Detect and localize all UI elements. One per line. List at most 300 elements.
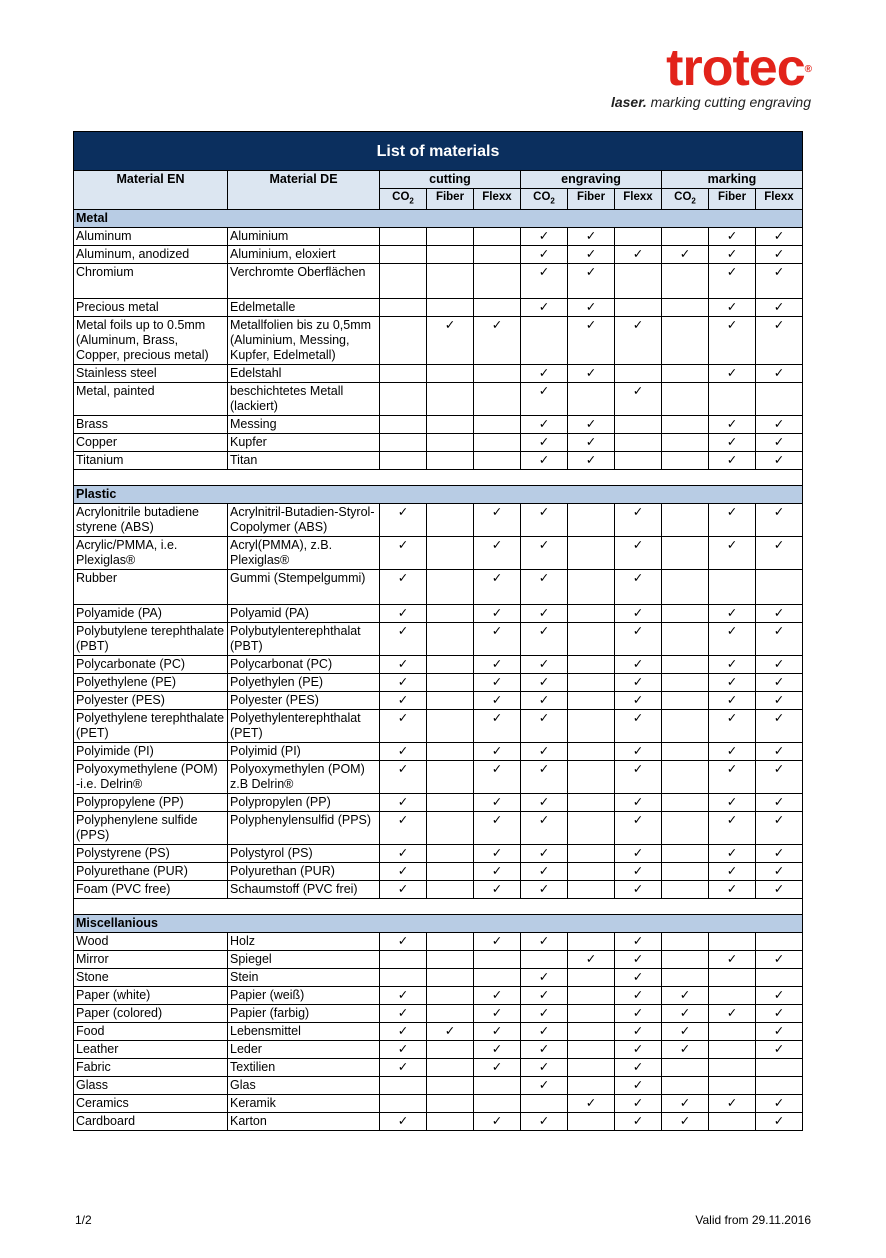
- check-mark-icon: ✓: [615, 1041, 662, 1059]
- empty-cell: [427, 1005, 474, 1023]
- section-spacer: [74, 899, 803, 915]
- check-mark-icon: ✓: [521, 692, 568, 710]
- check-mark-icon: ✓: [568, 365, 615, 383]
- material-en: Precious metal: [74, 299, 228, 317]
- check-mark-icon: ✓: [615, 537, 662, 570]
- table-row: [74, 570, 803, 605]
- logo-word: trotec®: [666, 39, 811, 97]
- material-de: Messing: [228, 416, 380, 434]
- empty-cell: [615, 264, 662, 299]
- logo-tagline: laser. marking cutting engraving: [610, 94, 811, 110]
- material-en: Polycarbonate (PC): [74, 656, 228, 674]
- check-mark-icon: ✓: [709, 365, 756, 383]
- check-mark-icon: ✓: [615, 605, 662, 623]
- group-header-marking: marking: [662, 171, 803, 189]
- empty-cell: [474, 951, 521, 969]
- check-mark-icon: ✓: [615, 987, 662, 1005]
- empty-cell: [568, 710, 615, 743]
- empty-cell: [521, 951, 568, 969]
- check-mark-icon: ✓: [756, 710, 803, 743]
- check-mark-icon: ✓: [380, 933, 427, 951]
- check-mark-icon: ✓: [709, 537, 756, 570]
- table-row: [74, 416, 803, 434]
- material-de: Polybutylenterephthalat (PBT): [228, 623, 380, 656]
- check-mark-icon: ✓: [709, 1005, 756, 1023]
- material-en: Stainless steel: [74, 365, 228, 383]
- empty-cell: [662, 656, 709, 674]
- check-mark-icon: ✓: [474, 761, 521, 794]
- group-header-engraving: engraving: [521, 171, 662, 189]
- check-mark-icon: ✓: [380, 710, 427, 743]
- check-mark-icon: ✓: [662, 1023, 709, 1041]
- empty-cell: [568, 1077, 615, 1095]
- empty-cell: [568, 1113, 615, 1131]
- check-mark-icon: ✓: [709, 434, 756, 452]
- table-row: [74, 383, 803, 416]
- check-mark-icon: ✓: [474, 317, 521, 365]
- check-mark-icon: ✓: [615, 246, 662, 264]
- check-mark-icon: ✓: [756, 317, 803, 365]
- material-en: Polystyrene (PS): [74, 845, 228, 863]
- empty-cell: [615, 365, 662, 383]
- check-mark-icon: ✓: [521, 761, 568, 794]
- table-title: List of materials: [74, 132, 803, 171]
- empty-cell: [568, 1023, 615, 1041]
- material-en: Food: [74, 1023, 228, 1041]
- table-row: [74, 743, 803, 761]
- check-mark-icon: ✓: [380, 881, 427, 899]
- empty-cell: [568, 674, 615, 692]
- check-mark-icon: ✓: [521, 228, 568, 246]
- empty-cell: [380, 416, 427, 434]
- material-de: Polyoxymethylen (POM) z.B Delrin®: [228, 761, 380, 794]
- empty-cell: [474, 299, 521, 317]
- check-mark-icon: ✓: [615, 1095, 662, 1113]
- check-mark-icon: ✓: [756, 623, 803, 656]
- check-mark-icon: ✓: [568, 951, 615, 969]
- check-mark-icon: ✓: [474, 692, 521, 710]
- table-row: [74, 863, 803, 881]
- check-mark-icon: ✓: [568, 1095, 615, 1113]
- table-row: [74, 1095, 803, 1113]
- material-en: Stone: [74, 969, 228, 987]
- empty-cell: [427, 246, 474, 264]
- material-de: Papier (farbig): [228, 1005, 380, 1023]
- table-row: [74, 623, 803, 656]
- empty-cell: [474, 452, 521, 470]
- valid-date: Valid from 29.11.2016: [695, 1213, 811, 1227]
- check-mark-icon: ✓: [521, 416, 568, 434]
- check-mark-icon: ✓: [756, 743, 803, 761]
- check-mark-icon: ✓: [615, 317, 662, 365]
- check-mark-icon: ✓: [474, 674, 521, 692]
- empty-cell: [568, 969, 615, 987]
- check-mark-icon: ✓: [615, 881, 662, 899]
- check-mark-icon: ✓: [709, 743, 756, 761]
- empty-cell: [662, 299, 709, 317]
- table-row: [74, 537, 803, 570]
- empty-cell: [709, 969, 756, 987]
- empty-cell: [380, 1077, 427, 1095]
- material-en: Polybutylene terephthalate (PBT): [74, 623, 228, 656]
- col-header-material-en: Material EN: [74, 171, 228, 210]
- table-row: [74, 605, 803, 623]
- empty-cell: [568, 605, 615, 623]
- material-de: Verchromte Oberflächen: [228, 264, 380, 299]
- empty-cell: [615, 434, 662, 452]
- check-mark-icon: ✓: [709, 710, 756, 743]
- check-mark-icon: ✓: [709, 881, 756, 899]
- material-de: Holz: [228, 933, 380, 951]
- check-mark-icon: ✓: [427, 1023, 474, 1041]
- section-header: [74, 486, 803, 504]
- empty-cell: [709, 1023, 756, 1041]
- empty-cell: [380, 365, 427, 383]
- check-mark-icon: ✓: [380, 794, 427, 812]
- check-mark-icon: ✓: [615, 710, 662, 743]
- check-mark-icon: ✓: [521, 969, 568, 987]
- empty-cell: [427, 1059, 474, 1077]
- section-spacer: [74, 470, 803, 486]
- check-mark-icon: ✓: [615, 1077, 662, 1095]
- table-row: [74, 969, 803, 987]
- empty-cell: [568, 504, 615, 537]
- check-mark-icon: ✓: [615, 1059, 662, 1077]
- empty-cell: [709, 933, 756, 951]
- empty-cell: [662, 969, 709, 987]
- empty-cell: [568, 623, 615, 656]
- table-row: [74, 845, 803, 863]
- check-mark-icon: ✓: [474, 743, 521, 761]
- empty-cell: [662, 504, 709, 537]
- sub-header-fiber: Fiber: [427, 189, 474, 210]
- check-mark-icon: ✓: [709, 761, 756, 794]
- material-en: Acrylic/PMMA, i.e. Plexiglas®: [74, 537, 228, 570]
- empty-cell: [615, 299, 662, 317]
- check-mark-icon: ✓: [756, 951, 803, 969]
- check-mark-icon: ✓: [521, 299, 568, 317]
- check-mark-icon: ✓: [568, 299, 615, 317]
- check-mark-icon: ✓: [474, 987, 521, 1005]
- table-row: [74, 1023, 803, 1041]
- check-mark-icon: ✓: [756, 656, 803, 674]
- table-row: [74, 504, 803, 537]
- check-mark-icon: ✓: [756, 1113, 803, 1131]
- check-mark-icon: ✓: [568, 317, 615, 365]
- check-mark-icon: ✓: [521, 264, 568, 299]
- table-row: [74, 365, 803, 383]
- check-mark-icon: ✓: [615, 504, 662, 537]
- check-mark-icon: ✓: [709, 863, 756, 881]
- empty-cell: [662, 570, 709, 605]
- section-header: [74, 210, 803, 228]
- sub-header-fiber: Fiber: [568, 189, 615, 210]
- material-en: Rubber: [74, 570, 228, 605]
- check-mark-icon: ✓: [709, 845, 756, 863]
- table-row: [74, 951, 803, 969]
- check-mark-icon: ✓: [474, 537, 521, 570]
- empty-cell: [568, 1005, 615, 1023]
- check-mark-icon: ✓: [521, 656, 568, 674]
- empty-cell: [427, 537, 474, 570]
- check-mark-icon: ✓: [380, 845, 427, 863]
- empty-cell: [662, 812, 709, 845]
- empty-cell: [427, 845, 474, 863]
- section-title: Miscellanious: [74, 915, 803, 933]
- check-mark-icon: ✓: [568, 416, 615, 434]
- empty-cell: [568, 812, 615, 845]
- check-mark-icon: ✓: [380, 987, 427, 1005]
- empty-cell: [615, 452, 662, 470]
- material-en: Polyamide (PA): [74, 605, 228, 623]
- material-de: Glas: [228, 1077, 380, 1095]
- check-mark-icon: ✓: [756, 504, 803, 537]
- check-mark-icon: ✓: [709, 812, 756, 845]
- check-mark-icon: ✓: [568, 434, 615, 452]
- check-mark-icon: ✓: [521, 1023, 568, 1041]
- check-mark-icon: ✓: [615, 863, 662, 881]
- check-mark-icon: ✓: [615, 656, 662, 674]
- material-de: Titan: [228, 452, 380, 470]
- empty-cell: [474, 1077, 521, 1095]
- material-en: Wood: [74, 933, 228, 951]
- empty-cell: [427, 1113, 474, 1131]
- check-mark-icon: ✓: [380, 1059, 427, 1077]
- table-row: [74, 264, 803, 299]
- check-mark-icon: ✓: [709, 504, 756, 537]
- table-row: [74, 1041, 803, 1059]
- empty-cell: [427, 674, 474, 692]
- material-de: Gummi (Stempelgummi): [228, 570, 380, 605]
- check-mark-icon: ✓: [709, 951, 756, 969]
- empty-cell: [662, 674, 709, 692]
- check-mark-icon: ✓: [756, 264, 803, 299]
- check-mark-icon: ✓: [474, 933, 521, 951]
- check-mark-icon: ✓: [568, 228, 615, 246]
- empty-cell: [756, 570, 803, 605]
- empty-cell: [709, 1113, 756, 1131]
- empty-cell: [427, 794, 474, 812]
- material-en: Polyurethane (PUR): [74, 863, 228, 881]
- check-mark-icon: ✓: [521, 743, 568, 761]
- material-en: Polyester (PES): [74, 692, 228, 710]
- table-row: [74, 674, 803, 692]
- material-en: Ceramics: [74, 1095, 228, 1113]
- empty-cell: [662, 264, 709, 299]
- table-row: [74, 933, 803, 951]
- check-mark-icon: ✓: [521, 1005, 568, 1023]
- check-mark-icon: ✓: [521, 1077, 568, 1095]
- check-mark-icon: ✓: [615, 969, 662, 987]
- check-mark-icon: ✓: [615, 383, 662, 416]
- table-row: [74, 246, 803, 264]
- empty-cell: [474, 365, 521, 383]
- empty-cell: [427, 743, 474, 761]
- check-mark-icon: ✓: [380, 656, 427, 674]
- empty-cell: [380, 951, 427, 969]
- material-de: Kupfer: [228, 434, 380, 452]
- check-mark-icon: ✓: [615, 1023, 662, 1041]
- check-mark-icon: ✓: [756, 1023, 803, 1041]
- empty-cell: [427, 365, 474, 383]
- empty-cell: [662, 383, 709, 416]
- check-mark-icon: ✓: [380, 1023, 427, 1041]
- material-de: Polyester (PES): [228, 692, 380, 710]
- check-mark-icon: ✓: [474, 1005, 521, 1023]
- material-de: Aluminium: [228, 228, 380, 246]
- check-mark-icon: ✓: [568, 264, 615, 299]
- empty-cell: [521, 1095, 568, 1113]
- empty-cell: [380, 264, 427, 299]
- empty-cell: [756, 1077, 803, 1095]
- empty-cell: [427, 656, 474, 674]
- empty-cell: [380, 228, 427, 246]
- check-mark-icon: ✓: [756, 987, 803, 1005]
- material-de: Metallfolien bis zu 0,5mm (Aluminium, Messing, Kupfer, Edelmetall): [228, 317, 380, 365]
- check-mark-icon: ✓: [662, 1095, 709, 1113]
- empty-cell: [427, 452, 474, 470]
- table-row: [74, 987, 803, 1005]
- empty-cell: [568, 881, 615, 899]
- check-mark-icon: ✓: [380, 674, 427, 692]
- material-de: Schaumstoff (PVC frei): [228, 881, 380, 899]
- material-en: Polyethylene terephthalate (PET): [74, 710, 228, 743]
- material-en: Paper (colored): [74, 1005, 228, 1023]
- material-de: Polypropylen (PP): [228, 794, 380, 812]
- empty-cell: [427, 383, 474, 416]
- check-mark-icon: ✓: [756, 1095, 803, 1113]
- empty-cell: [756, 1059, 803, 1077]
- table-row: [74, 692, 803, 710]
- sub-header-fiber: Fiber: [709, 189, 756, 210]
- check-mark-icon: ✓: [474, 570, 521, 605]
- empty-cell: [427, 264, 474, 299]
- table-row: [74, 1005, 803, 1023]
- empty-cell: [709, 383, 756, 416]
- materials-table: [73, 131, 803, 1131]
- sub-header-flexx: Flexx: [615, 189, 662, 210]
- material-de: Keramik: [228, 1095, 380, 1113]
- sub-header-co2: $CO_2$: [662, 189, 709, 210]
- check-mark-icon: ✓: [756, 299, 803, 317]
- page-number: 1/2: [75, 1213, 92, 1227]
- check-mark-icon: ✓: [521, 623, 568, 656]
- check-mark-icon: ✓: [756, 228, 803, 246]
- section-title: Metal: [74, 210, 803, 228]
- empty-cell: [427, 933, 474, 951]
- material-en: Polyethylene (PE): [74, 674, 228, 692]
- sub-header-co2: $CO_2$: [380, 189, 427, 210]
- check-mark-icon: ✓: [756, 692, 803, 710]
- material-de: Polycarbonat (PC): [228, 656, 380, 674]
- empty-cell: [427, 951, 474, 969]
- empty-cell: [427, 881, 474, 899]
- check-mark-icon: ✓: [380, 692, 427, 710]
- check-mark-icon: ✓: [709, 605, 756, 623]
- check-mark-icon: ✓: [380, 1113, 427, 1131]
- check-mark-icon: ✓: [615, 674, 662, 692]
- check-mark-icon: ✓: [756, 605, 803, 623]
- check-mark-icon: ✓: [709, 656, 756, 674]
- check-mark-icon: ✓: [756, 1005, 803, 1023]
- check-mark-icon: ✓: [521, 246, 568, 264]
- empty-cell: [427, 299, 474, 317]
- material-en: Polyoxymethylene (POM) -i.e. Delrin®: [74, 761, 228, 794]
- sub-header-co2: $CO_2$: [521, 189, 568, 210]
- empty-cell: [568, 537, 615, 570]
- check-mark-icon: ✓: [474, 504, 521, 537]
- check-mark-icon: ✓: [709, 246, 756, 264]
- check-mark-icon: ✓: [427, 317, 474, 365]
- check-mark-icon: ✓: [756, 365, 803, 383]
- table-row: [74, 1113, 803, 1131]
- empty-cell: [709, 1077, 756, 1095]
- check-mark-icon: ✓: [521, 1041, 568, 1059]
- table-row: [74, 761, 803, 794]
- check-mark-icon: ✓: [380, 1005, 427, 1023]
- empty-cell: [756, 933, 803, 951]
- table-row: [74, 299, 803, 317]
- empty-cell: [568, 570, 615, 605]
- check-mark-icon: ✓: [756, 434, 803, 452]
- check-mark-icon: ✓: [521, 504, 568, 537]
- empty-cell: [474, 969, 521, 987]
- sub-header-flexx: Flexx: [474, 189, 521, 210]
- empty-cell: [427, 812, 474, 845]
- empty-cell: [568, 987, 615, 1005]
- check-mark-icon: ✓: [662, 1005, 709, 1023]
- check-mark-icon: ✓: [756, 761, 803, 794]
- check-mark-icon: ✓: [380, 761, 427, 794]
- check-mark-icon: ✓: [521, 365, 568, 383]
- material-de: Acryl(PMMA), z.B. Plexiglas®: [228, 537, 380, 570]
- empty-cell: [756, 969, 803, 987]
- empty-cell: [474, 416, 521, 434]
- material-de: Polyamid (PA): [228, 605, 380, 623]
- empty-cell: [427, 570, 474, 605]
- check-mark-icon: ✓: [380, 504, 427, 537]
- empty-cell: [709, 987, 756, 1005]
- check-mark-icon: ✓: [709, 674, 756, 692]
- empty-cell: [662, 365, 709, 383]
- empty-cell: [662, 951, 709, 969]
- col-header-material-de: Material DE: [228, 171, 380, 210]
- section-header: [74, 915, 803, 933]
- check-mark-icon: ✓: [662, 246, 709, 264]
- material-en: Leather: [74, 1041, 228, 1059]
- check-mark-icon: ✓: [756, 881, 803, 899]
- material-de: Edelmetalle: [228, 299, 380, 317]
- empty-cell: [380, 434, 427, 452]
- check-mark-icon: ✓: [756, 845, 803, 863]
- material-de: Spiegel: [228, 951, 380, 969]
- check-mark-icon: ✓: [568, 452, 615, 470]
- empty-cell: [568, 656, 615, 674]
- table-row: [74, 452, 803, 470]
- trotec-logo: [610, 39, 811, 110]
- empty-cell: [474, 1095, 521, 1113]
- empty-cell: [427, 605, 474, 623]
- empty-cell: [427, 434, 474, 452]
- empty-cell: [568, 863, 615, 881]
- table-row: [74, 317, 803, 365]
- check-mark-icon: ✓: [474, 794, 521, 812]
- empty-cell: [474, 228, 521, 246]
- empty-cell: [427, 1041, 474, 1059]
- material-en: Aluminum: [74, 228, 228, 246]
- check-mark-icon: ✓: [756, 863, 803, 881]
- empty-cell: [709, 1059, 756, 1077]
